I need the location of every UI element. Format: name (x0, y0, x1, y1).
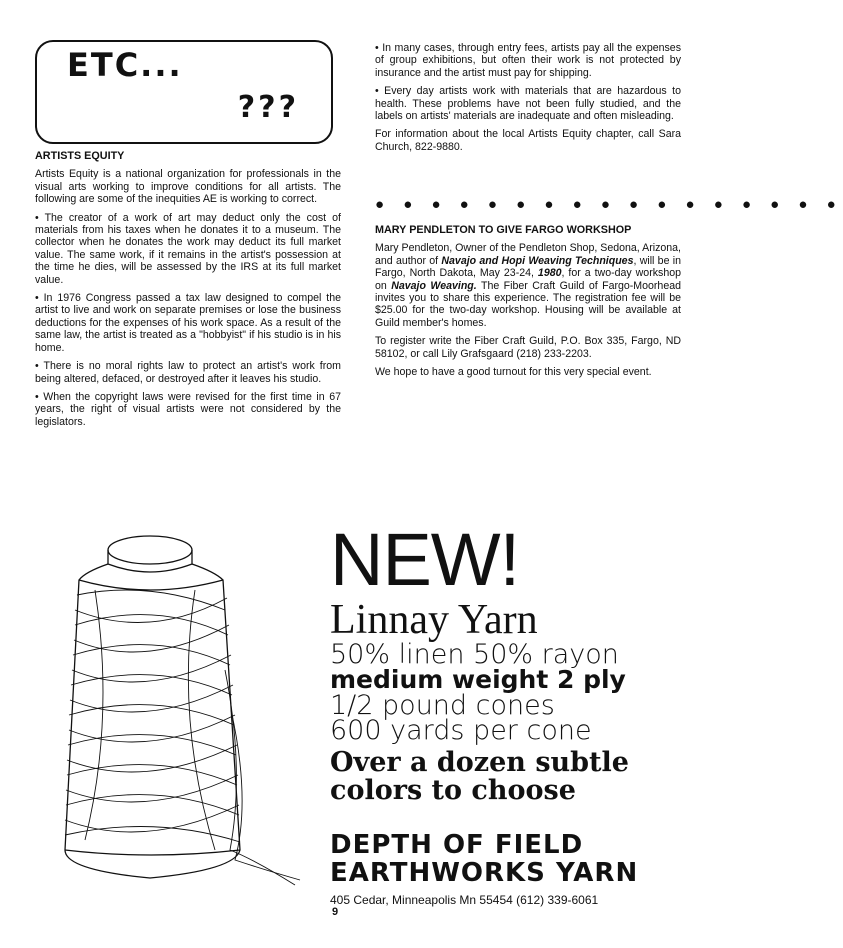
ad-new-headline: NEW! (330, 518, 520, 601)
yarn-cone-illustration (55, 520, 310, 890)
ad-colors-line-1: Over a dozen subtle (330, 747, 629, 778)
workshop-paragraph (375, 242, 681, 329)
yarn-advertisement (330, 518, 710, 907)
workshop-topic: Navajo Weaving. (391, 279, 477, 292)
artists-equity-paragraph: • Every day artists work with materials that are hazardous to health. These problems have not been fully studied, and the labels on artists' materials are inadequate and often misleading. (375, 85, 681, 123)
workshop-text: Mary Pendleton, Owner of the Pendleton Shop, Sedona, Arizona, and author of (375, 242, 681, 267)
artists-equity-paragraph: • In many cases, through entry fees, artists pay all the expenses of group exhibitions, but often their work is not protected by insurance and the artist must pay for shipping. (375, 42, 681, 79)
artists-equity-paragraph: Artists Equity is a national organization for professionals in the visual arts working to improve conditions for all artists. The following are some of the inequities AE is working to correct. (35, 168, 341, 206)
artists-equity-paragraph: • When the copyright laws were revised for the first time in 67 years, the right of visual artists were not considered by the legislators. (35, 390, 341, 428)
workshop-heading: MARY PENDLETON TO GIVE FARGO WORKSHOP (375, 224, 632, 236)
ad-product-name: Linnay Yarn (330, 597, 538, 643)
ad-address: 405 Cedar, Minneapolis Mn 55454 (612) 339-6061 (330, 893, 599, 907)
page-number: 9 (332, 906, 339, 918)
artists-equity-paragraph: • There is no moral rights law to protect an artist's work from being altered, defaced, or destroyed after it leaves his studio. (35, 360, 341, 385)
ad-colors-line-2: colors to choose (330, 775, 576, 806)
workshop-text: The Fiber Craft Guild of Fargo-Moorhead invites you to share this experience. The registration fee will be $25.00 for the two-day workshop. Housing will be available at Guild member's homes. (375, 279, 681, 329)
book-title: Navajo and Hopi Weaving Techniques (441, 254, 634, 267)
etc-title: ETC... (67, 46, 183, 84)
ad-cones: 1/2 pound cones (330, 690, 555, 721)
workshop-closing: We hope to have a good turnout for this very special event. (375, 366, 652, 379)
dot-divider: ● ● ● ● ● ● ● ● ● ● ● ● ● ● ● ● ● (375, 196, 843, 213)
ad-company-line-2: EARTHWORKS YARN (330, 858, 639, 888)
ad-yards: 600 yards per cone (330, 715, 592, 746)
ad-company-line-1: DEPTH OF FIELD (330, 830, 584, 860)
workshop-text: , for a two-day workshop on (375, 267, 681, 292)
artists-equity-heading: ARTISTS EQUITY (35, 150, 125, 162)
right-column (375, 42, 681, 159)
artists-equity-paragraph: • In 1976 Congress passed a tax law designed to compel the artist to live and work on separate premises or lose the business deductions for the expenses of his work space. As a result of the same law, the artist is treated as a "hobbyist" if his studio is in his home. (35, 292, 341, 354)
workshop-text: , will be in Fargo, North Dakota, May 23-24, (375, 254, 681, 280)
etc-header-box (35, 40, 333, 144)
ad-weight: medium weight 2 ply (330, 665, 626, 694)
ad-composition: 50% linen 50% rayon (330, 639, 619, 670)
etc-question-marks: ??? (237, 90, 299, 125)
artists-equity-paragraph: • The creator of a work of art may deduct only the cost of materials from his taxes when he donates it to a museum. The collector when he donates the work may deduct its full market value. The same work, if it remains in the artist's possession at the time he dies, will be assessed by the IRS at its full market value. (35, 211, 341, 286)
workshop-article (375, 224, 681, 384)
artists-equity-column (35, 150, 341, 434)
workshop-year: 1980 (537, 267, 562, 280)
workshop-registration: To register write the Fiber Craft Guild, P.O. Box 335, Fargo, ND 58102, or call Lily Grafsgaard (218) 233-2203. (375, 335, 681, 360)
artists-equity-contact: For information about the local Artists Equity chapter, call Sara Church, 822-9880. (375, 128, 681, 153)
